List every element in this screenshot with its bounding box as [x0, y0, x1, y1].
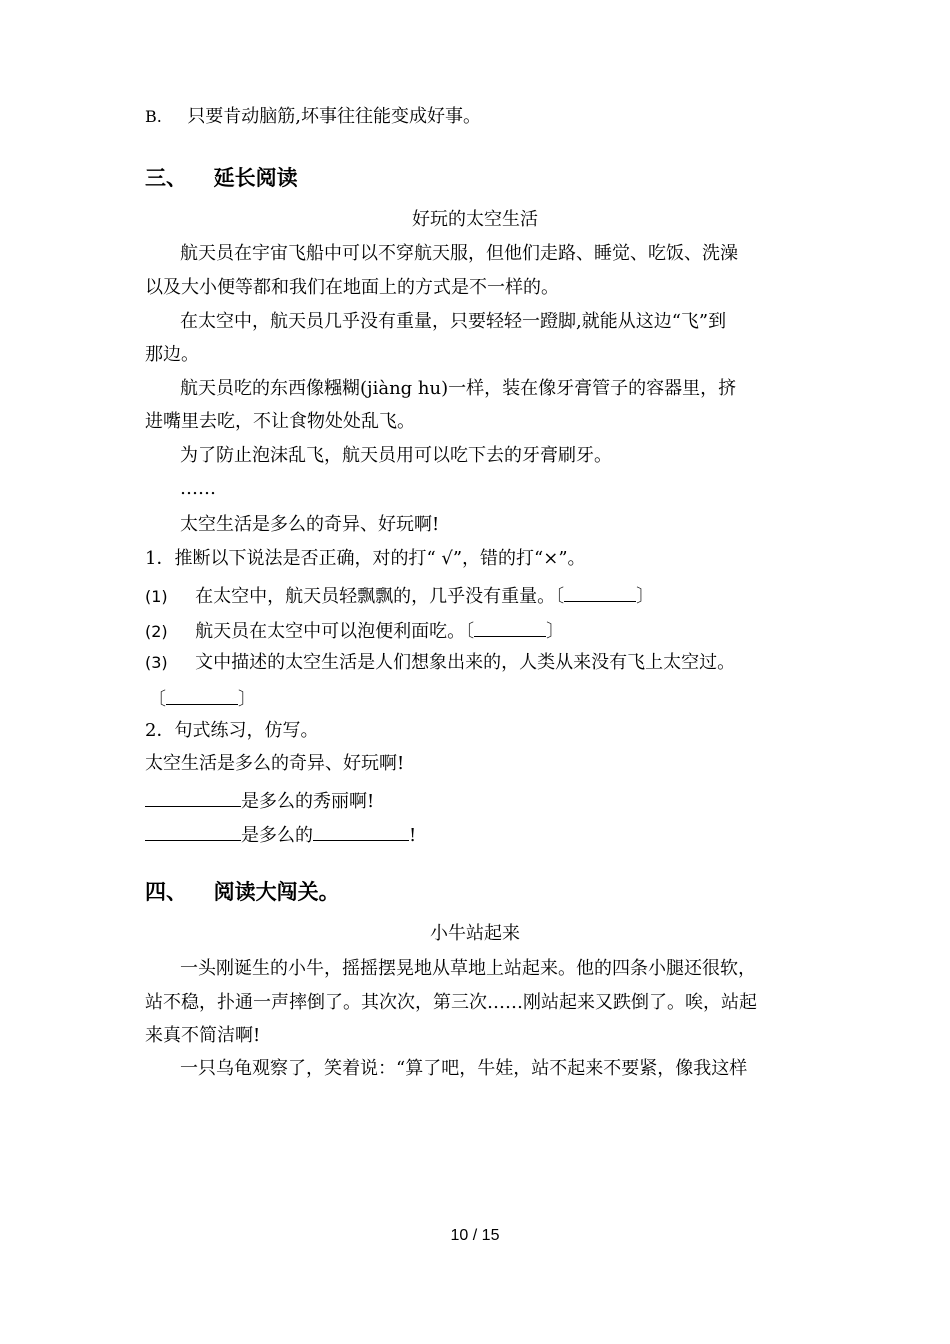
q1-item-1-answer-blank[interactable]	[564, 583, 636, 602]
q1-item-1-close: 〕	[636, 586, 655, 607]
section-3-title: 延长阅读	[213, 166, 298, 190]
option-b-text: 只要肯动脑筋,坏事往往能变成好事。	[187, 106, 482, 127]
q1-item-1-text: 在太空中，航天员轻飘飘的，几乎没有重量。〔	[195, 586, 565, 607]
s3-ellipsis: ……	[180, 478, 216, 499]
s4-p1-line3: 来真不简洁啊!	[145, 1025, 261, 1046]
q2-line-2-end: !	[409, 825, 417, 846]
q1-item-2-num: (2)	[145, 622, 168, 641]
s4-p2-line1: 一只乌龟观察了，笑着说：“算了吧，牛娃，站不起来不要紧，像我这样	[180, 1058, 748, 1079]
s3-p2-line2: 那边。	[145, 344, 199, 365]
q2-line-2-mid: 是多么的	[241, 825, 313, 846]
q1-item-3-answer	[148, 686, 256, 711]
option-b-letter: B.	[145, 107, 162, 126]
q1-item-1	[145, 583, 654, 608]
q1-item-2-text: 航天员在太空中可以泡便利面吃。〔	[195, 621, 475, 642]
q1-item-3-close: 〕	[238, 689, 256, 710]
q2-line-1-text: 是多么的秀丽啊!	[241, 791, 375, 812]
s3-p3-line1: 航天员吃的东西像糨糊(jiàng hu)一样，装在像牙膏管子的容器里，挤	[180, 378, 737, 399]
s3-p1-line2: 以及大小便等都和我们在地面上的方式是不一样的。	[145, 277, 559, 298]
section-4-title: 阅读大闯关。	[213, 880, 340, 904]
article-title-1: 好玩的太空生活	[412, 209, 538, 230]
section-4-number: 四、	[145, 880, 187, 904]
q2-line-2-blank-b[interactable]	[313, 822, 409, 841]
s3-p1-line1: 航天员在宇宙飞船中可以不穿航天服，但他们走路、睡觉、吃饭、洗澡	[180, 243, 738, 264]
s3-p2-line1: 在太空中，航天员几乎没有重量，只要轻轻一蹬脚,就能从这边“飞”到	[180, 311, 727, 332]
q2-line-2-blank-a[interactable]	[145, 822, 241, 841]
q1-item-3	[145, 652, 735, 674]
q2-example: 太空生活是多么的奇异、好玩啊!	[145, 753, 405, 774]
s3-p3-line2: 进嘴里去吃，不让食物处处乱飞。	[145, 411, 415, 432]
q1-item-1-num: (1)	[145, 587, 168, 606]
q1-item-3-answer-blank[interactable]	[166, 686, 238, 705]
article-title-2: 小牛站起来	[430, 923, 520, 944]
question-2: 2．句式练习，仿写。	[145, 720, 319, 741]
s4-p1-line1: 一头刚诞生的小牛，摇摇摆晃地从草地上站起来。他的四条小腿还很软，	[180, 958, 756, 979]
q1-item-3-open: 〔	[148, 689, 166, 710]
option-b	[145, 106, 481, 128]
s4-p1-line2: 站不稳，扑通一声摔倒了。其次次，第三次……刚站起来又跌倒了。唉，站起	[145, 992, 757, 1013]
section-3-number: 三、	[145, 166, 187, 190]
section-3-heading	[145, 165, 298, 191]
q1-item-3-text: 文中描述的太空生活是人们想象出来的，人类从来没有飞上太空过。	[195, 652, 736, 673]
section-4-heading	[145, 879, 340, 905]
q1-item-2	[145, 618, 564, 643]
q2-line-1	[145, 788, 374, 813]
page-number: 10 / 15	[450, 1227, 500, 1244]
q1-item-2-answer-blank[interactable]	[474, 618, 546, 637]
s3-p4: 为了防止泡沫乱飞，航天员用可以吃下去的牙膏刷牙。	[180, 445, 612, 466]
q2-line-1-blank[interactable]	[145, 788, 241, 807]
q2-line-2	[145, 822, 416, 847]
question-1: 1．推断以下说法是否正确，对的打“ √”，错的打“×”。	[145, 548, 586, 569]
s3-p5: 太空生活是多么的奇异、好玩啊!	[180, 514, 440, 535]
q1-item-3-num: (3)	[145, 653, 168, 672]
q1-item-2-close: 〕	[546, 621, 565, 642]
